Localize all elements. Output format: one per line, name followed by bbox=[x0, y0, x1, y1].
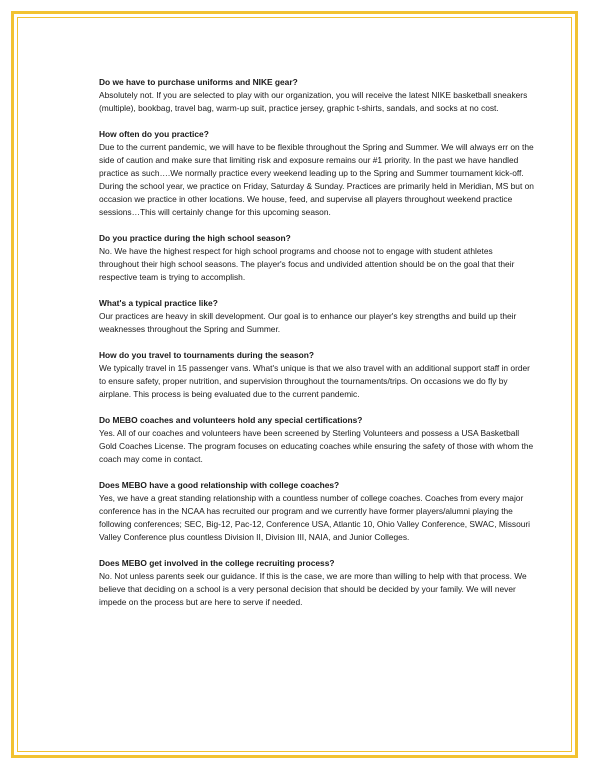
faq-item-high-school-season bbox=[99, 232, 534, 284]
faq-answer: No. We have the highest respect for high school programs and choose not to engage with student athletes throughout their high school seasons. The player's focus and undivided attention should be on the goal that their respective team is trying to accomplish. bbox=[99, 246, 515, 283]
faq-question: Does MEBO have a good relationship with college coaches? bbox=[99, 479, 340, 490]
faq-answer: Our practices are heavy in skill development. Our goal is to enhance our player's key strengths and build up their weaknesses throughout the Spring and Summer. bbox=[99, 311, 517, 335]
faq-item-practice-frequency bbox=[99, 128, 534, 220]
faq-list bbox=[99, 76, 534, 622]
faq-question: How do you travel to tournaments during the season? bbox=[99, 349, 314, 360]
faq-answer: No. Not unless parents seek our guidance. If this is the case, we are more than willing to help with that process. We believe that deciding on a school is a very personal decision that should be decided by your family. We will never impede on the process but are here to serve if needed. bbox=[99, 571, 527, 608]
faq-question: Do you practice during the high school season? bbox=[99, 233, 291, 244]
faq-answer: Yes, we have a great standing relationship with a countless number of college coaches. Coaches from every major conference has in the NCAA has recruited our program and we currently have former players/alumni playing the following conferences; SEC, Big-12, Pac-12, Conference USA, Atlantic 10, Ohio Valley Conference, SWAC, Missouri Valley Conference plus countless Division II, Division III, NAIA, and Junior Colleges. bbox=[99, 493, 531, 543]
faq-question: What's a typical practice like? bbox=[99, 298, 218, 309]
faq-question: Do we have to purchase uniforms and NIKE gear? bbox=[99, 77, 298, 87]
faq-answer: Absolutely not. If you are selected to play with our organization, you will receive the latest NIKE basketball sneakers (multiple), bookbag, travel bag, warm-up suit, practice jersey, graphic t-shirts, sandals, and socks at no cost. bbox=[99, 90, 528, 114]
faq-answer: Yes. All of our coaches and volunteers have been screened by Sterling Volunteers and possess a USA Basketball Gold Coaches License. The program focuses on educating coaches while ensuring the safety of those with whom the coach may come in contact. bbox=[99, 428, 534, 465]
faq-question: Does MEBO get involved in the college recruiting process? bbox=[99, 557, 335, 568]
faq-item-travel bbox=[99, 349, 534, 401]
faq-answer: Due to the current pandemic, we will have to be flexible throughout the Spring and Summer. We will always err on the side of caution and make sure that limiting risk and exposure remains our #1 priority. In the past we have handled practice as such….We normally practice every weekend leading up to the Spring and Summer tournament kick-off. During the school year, we practice on Friday, Saturday & Sunday. Practices are primarily held in Meridian, MS but on occasion we practice in other locations. We house, feed, and supervise all players throughout weekend practice sessions…This will certainly change for this upcoming season. bbox=[99, 141, 534, 218]
faq-item-typical-practice bbox=[99, 297, 534, 336]
faq-question: How often do you practice? bbox=[99, 128, 209, 139]
faq-item-certifications bbox=[99, 414, 534, 466]
faq-item-uniforms bbox=[99, 76, 534, 115]
faq-question: Do MEBO coaches and volunteers hold any special certifications? bbox=[99, 414, 363, 425]
faq-item-recruiting bbox=[99, 557, 534, 609]
faq-item-college-coaches bbox=[99, 479, 534, 544]
faq-answer: We typically travel in 15 passenger vans. What's unique is that we also travel with an additional support staff in order to ensure safety, proper nutrition, and supervision throughout the tournaments/trips. On occasions we do fly by airplane. This process is being evaluated due to the current pandemic. bbox=[99, 363, 530, 400]
